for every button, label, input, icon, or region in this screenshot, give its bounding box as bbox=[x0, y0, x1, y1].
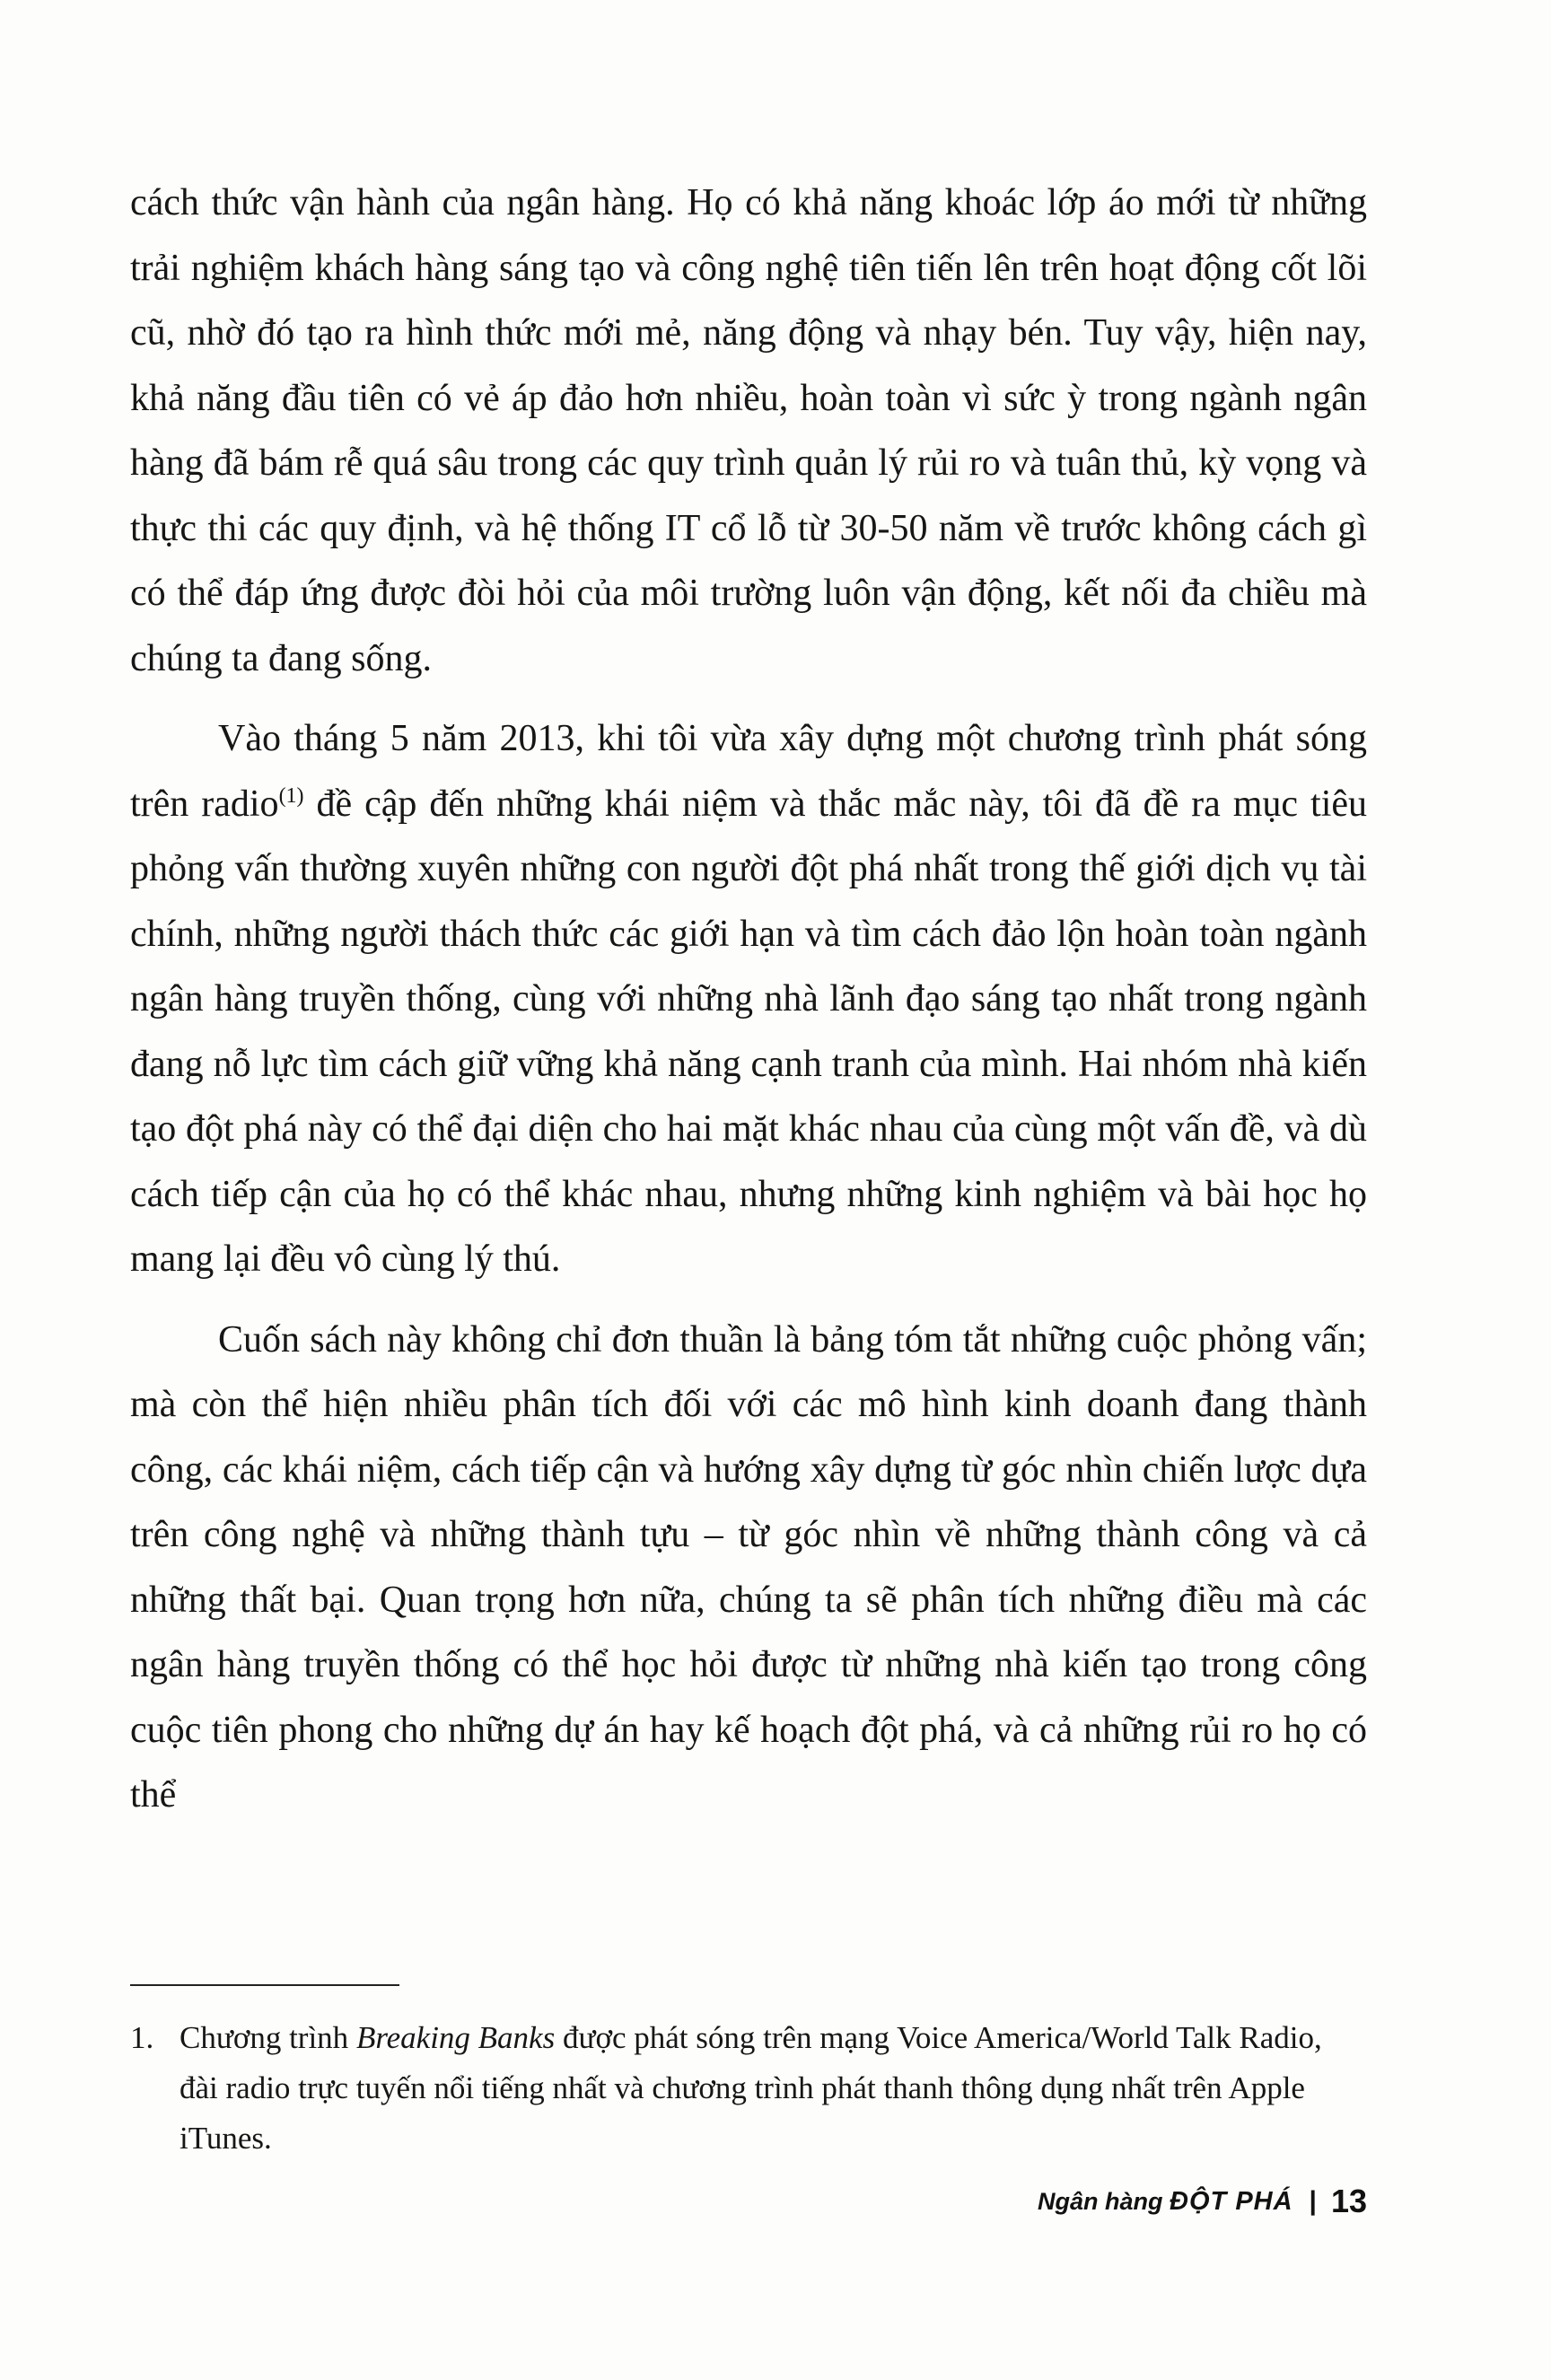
page-footer bbox=[1038, 2183, 1367, 2220]
page-number: 13 bbox=[1330, 2183, 1367, 2219]
footnote-text-end: được phát sóng trên mạng Voice America/World Talk Radio, đài radio trực tuyến nổi tiếng nhất và chương trình phát thanh thông dụng nhất trên Apple iTunes. bbox=[180, 2020, 1322, 2156]
running-title-prefix: Ngân hàng bbox=[1038, 2187, 1170, 2215]
footnote-reference-mark: (1) bbox=[278, 783, 304, 808]
footnote bbox=[130, 2013, 1367, 2164]
footnote-divider bbox=[130, 1984, 399, 1986]
paragraph-2-text-end: đề cập đến những khái niệm và thắc mắc này, tôi đã đề ra mục tiêu phỏng vấn thường xuyên những con người đột phá nhất trong thế giới dịch vụ tài chính, những người thách thức các giới hạn và tìm cách đảo lộn hoàn toàn ngành ngân hàng truyền thống, cùng với những nhà lãnh đạo sáng tạo nhất trong ngành đang nỗ lực tìm cách giữ vững khả năng cạnh tranh của mình. Hai nhóm nhà kiến tạo đột phá này có thể đại diện cho hai mặt khác nhau của cùng một vấn đề, và dù cách tiếp cận của họ có thể khác nhau, nhưng những kinh nghiệm và bài học họ mang lại đều vô cùng lý thú. bbox=[130, 783, 1368, 1280]
footnote-text-start: Chương trình bbox=[180, 2020, 356, 2055]
paragraph-3: Cuốn sách này không chỉ đơn thuần là bảng tóm tắt những cuộc phỏng vấn; mà còn thể hiện nhiều phân tích đối với các mô hình kinh doanh đang thành công, các khái niệm, cách tiếp cận và hướng xây dựng từ góc nhìn chiến lược dựa trên công nghệ và những thành tựu – từ góc nhìn về những thành công và cả những thất bại. Quan trọng hơn nữa, chúng ta sẽ phân tích những điều mà các ngân hàng truyền thống có thể học hỏi được từ những nhà kiến tạo trong công cuộc tiên phong cho những dự án hay kế hoạch đột phá, và cả những rủi ro họ có thể bbox=[130, 1318, 1367, 1816]
body-text bbox=[130, 171, 1367, 1828]
footer-separator: | bbox=[1309, 2186, 1317, 2216]
paragraph-1: cách thức vận hành của ngân hàng. Họ có khả năng khoác lớp áo mới từ những trải nghiệm khách hàng sáng tạo và công nghệ tiên tiến lên trên hoạt động cốt lõi cũ, nhờ đó tạo ra hình thức mới mẻ, năng động và nhạy bén. Tuy vậy, hiện nay, khả năng đầu tiên có vẻ áp đảo hơn nhiều, hoàn toàn vì sức ỳ trong ngành ngân hàng đã bám rễ quá sâu trong các quy trình quản lý rủi ro và tuân thủ, kỳ vọng và thực thi các quy định, và hệ thống IT cổ lỗ từ 30-50 năm về trước không cách gì có thể đáp ứng được đòi hỏi của môi trường luôn vận động, kết nối đa chiều mà chúng ta đang sống. bbox=[130, 182, 1367, 679]
running-title-emphasis: ĐỘT PHÁ bbox=[1170, 2186, 1293, 2216]
footnote-number: 1. bbox=[130, 2020, 154, 2055]
running-title bbox=[1038, 2187, 1293, 2217]
footnote-program-title: Breaking Banks bbox=[355, 2020, 556, 2055]
paragraph-2-text-start: Vào tháng 5 năm 2013, khi tôi vừa xây dựng một chương trình phát sóng trên radio bbox=[130, 718, 1367, 825]
paragraph-2 bbox=[130, 706, 1367, 1292]
footnote-text bbox=[180, 2013, 1367, 2164]
